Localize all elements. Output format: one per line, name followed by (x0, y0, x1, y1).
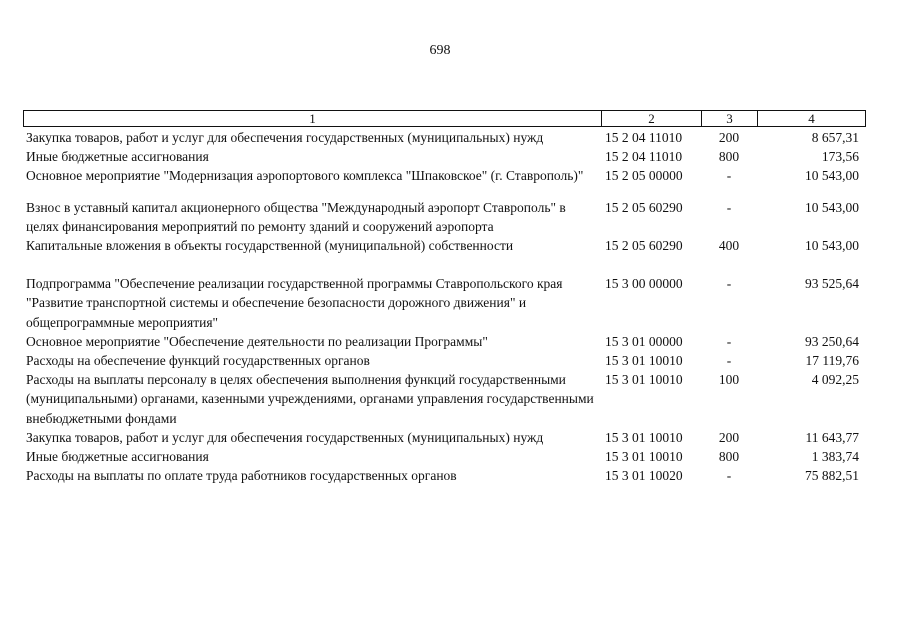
row-name: Расходы на обеспечение функций государственных органов (26, 353, 370, 369)
column-header-3: 3 (702, 111, 758, 127)
row-name: Капитальные вложения в объекты государственной (муниципальной) собственности (26, 238, 514, 254)
table-row (23, 147, 865, 166)
row-code: 15 2 04 11010 (605, 130, 683, 145)
row-amount: 10 543,00 (805, 238, 859, 254)
table-row (23, 447, 865, 466)
column-header-4: 4 (758, 111, 866, 127)
row-code: 15 3 01 10020 (605, 468, 683, 484)
table-row (23, 274, 865, 332)
table-row (23, 128, 865, 147)
row-code: 15 2 04 11010 (605, 149, 683, 165)
row-amount: 4 092,25 (811, 372, 859, 388)
row-code: 15 3 01 10010 (605, 353, 683, 369)
row-code: 15 3 00 00000 (605, 276, 683, 292)
row-code: 15 3 01 10010 (605, 449, 683, 465)
row-name: Закупка товаров, работ и услуг для обеспечения государственных (муниципальных) нужд (26, 429, 544, 445)
page-number: 698 (429, 43, 451, 58)
row-amount: 17 119,76 (805, 353, 859, 369)
row-amount: 173,56 (821, 149, 859, 165)
row-amount: 8 657,31 (811, 130, 859, 145)
row-name: Взнос в уставный капитал акционерного общества "Международный аэропорт Ставрополь" в целях финансирования мероприятий по ремонту зданий и сооружений аэропорта (26, 199, 566, 234)
row-amount: 10 543,00 (805, 199, 859, 215)
row-name: Расходы на выплаты по оплате труда работников государственных органов (26, 468, 457, 484)
row-type: - (726, 353, 732, 369)
table-row (23, 351, 865, 370)
row-type: 400 (718, 238, 740, 254)
row-name: Основное мероприятие "Модернизация аэропортового комплекса "Шпаковское" (г. Ставрополь)" (26, 168, 584, 184)
row-type: 100 (718, 372, 740, 388)
row-type: 800 (718, 449, 740, 465)
row-code: 15 2 05 60290 (605, 199, 683, 215)
table-row (23, 332, 865, 351)
row-name: Основное мероприятие "Обеспечение деятельности по реализации Программы" (26, 333, 488, 349)
column-header-table (23, 110, 866, 127)
column-header-1: 1 (24, 111, 602, 127)
row-name: Подпрограмма "Обеспечение реализации государственной программы Ставропольского края "Развитие транспортной системы и обеспечение безопасности дорожного движения" и общепрограммные мероприятия" (26, 276, 563, 330)
budget-rows (23, 128, 865, 485)
row-amount: 10 543,00 (805, 168, 859, 184)
row-code: 15 2 05 00000 (605, 168, 683, 184)
column-header-row (24, 111, 866, 127)
row-type: 200 (718, 130, 740, 145)
row-amount: 11 643,77 (805, 429, 859, 445)
row-amount: 75 882,51 (805, 468, 859, 484)
row-code: 15 3 01 10010 (605, 372, 683, 388)
table-row (23, 466, 865, 485)
row-type: - (726, 276, 732, 292)
row-name: Расходы на выплаты персоналу в целях обеспечения выполнения функций государственными (муниципальными) органами, казенными учреждениями, органами управления государственными внебюджетными фондами (26, 372, 594, 426)
row-code: 15 3 01 10010 (605, 429, 683, 445)
row-name: Закупка товаров, работ и услуг для обеспечения государственных (муниципальных) нужд (26, 130, 544, 145)
row-type: 200 (718, 429, 740, 445)
row-code: 15 3 01 00000 (605, 333, 683, 349)
table-row (23, 236, 865, 255)
table-row (23, 198, 865, 236)
row-amount: 93 250,64 (805, 333, 859, 349)
row-type: - (726, 468, 732, 484)
row-code: 15 2 05 60290 (605, 238, 683, 254)
column-header-2: 2 (602, 111, 702, 127)
row-type: - (726, 168, 732, 184)
row-name: Иные бюджетные ассигнования (26, 449, 209, 465)
row-type: - (726, 333, 732, 349)
table-row (23, 428, 865, 447)
row-name: Иные бюджетные ассигнования (26, 149, 209, 165)
row-amount: 93 525,64 (805, 276, 859, 292)
row-type: 800 (718, 149, 740, 165)
table-row (23, 370, 865, 428)
table-row (23, 166, 865, 185)
row-type: - (726, 199, 732, 215)
row-amount: 1 383,74 (811, 449, 859, 465)
